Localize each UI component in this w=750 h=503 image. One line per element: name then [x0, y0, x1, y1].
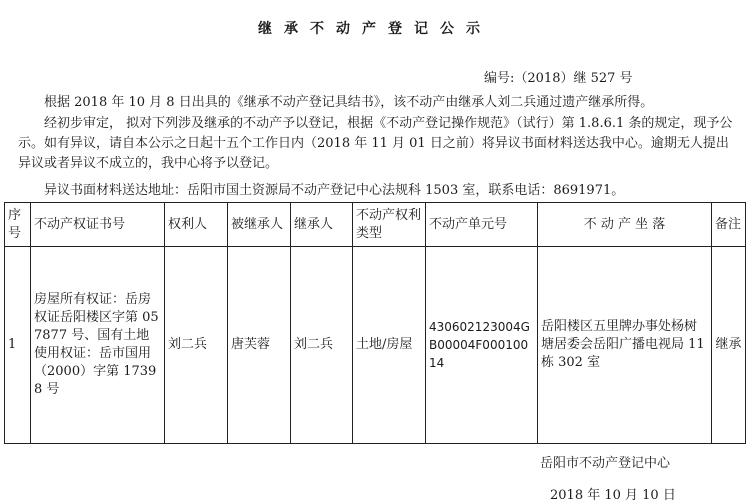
cell-decedent: 唐芙蓉	[228, 247, 291, 444]
header-index: 序号	[5, 203, 31, 247]
header-heir: 继承人	[291, 203, 353, 247]
paragraph-review: 经初步审定， 拟对下列涉及继承的不动产予以登记，根据《不动产登记操作规范》（试行）第 1.8.6.1 条的规定，现予公示。如有异议，请自本公示之日起十五个工作日内（2018 年 11 月 01 日之前）将异议书面材料送达我中心。逾期无人提出异议或者异议不成立的，我中心将予以登记。	[18, 116, 733, 171]
document-title: 继承不动产登记公示	[258, 21, 492, 37]
header-certificate: 不动产权证书号	[31, 203, 165, 247]
cell-location: 岳阳楼区五里牌办事处杨树塘居委会岳阳广播电视局 11 栋 302 室	[538, 247, 712, 444]
cell-right-type: 土地/房屋	[353, 247, 426, 444]
cell-unit-no: 430602123004GB00004F00010014	[426, 247, 538, 444]
document-number: 编号:（2018）继 527 号	[484, 71, 633, 86]
cell-right-holder: 刘二兵	[165, 247, 228, 444]
cell-certificate: 房屋所有权证：岳房权证岳阳楼区字第 057877 号、国有土地使用权证：岳市国用（2000）字第 17398 号	[31, 247, 165, 444]
header-decedent: 被继承人	[228, 203, 291, 247]
table-header-row	[5, 203, 746, 247]
registration-table	[4, 202, 746, 444]
header-right-type: 不动产权利类型	[353, 203, 426, 247]
cell-index: 1	[5, 247, 31, 444]
issue-date: 2018 年 10 月 10 日	[550, 488, 676, 503]
paragraph-address: 异议书面材料送达地址：岳阳市国土资源局不动产登记中心法规科 1503 室，联系电话：8691971。	[44, 183, 625, 198]
header-location: 不 动 产 坐 落	[538, 203, 712, 247]
issuer-organization: 岳阳市不动产登记中心	[540, 456, 671, 471]
header-right-holder: 权利人	[165, 203, 228, 247]
paragraph-basis: 根据 2018 年 10 月 8 日出具的《继承不动产登记具结书》，该不动产由继承人刘二兵通过遗产继承所得。	[44, 95, 654, 110]
header-unit-no: 不动产单元号	[426, 203, 538, 247]
cell-heir: 刘二兵	[291, 247, 353, 444]
cell-remark: 继承	[712, 247, 746, 444]
header-remark: 备注	[712, 203, 746, 247]
table-row	[5, 247, 746, 444]
